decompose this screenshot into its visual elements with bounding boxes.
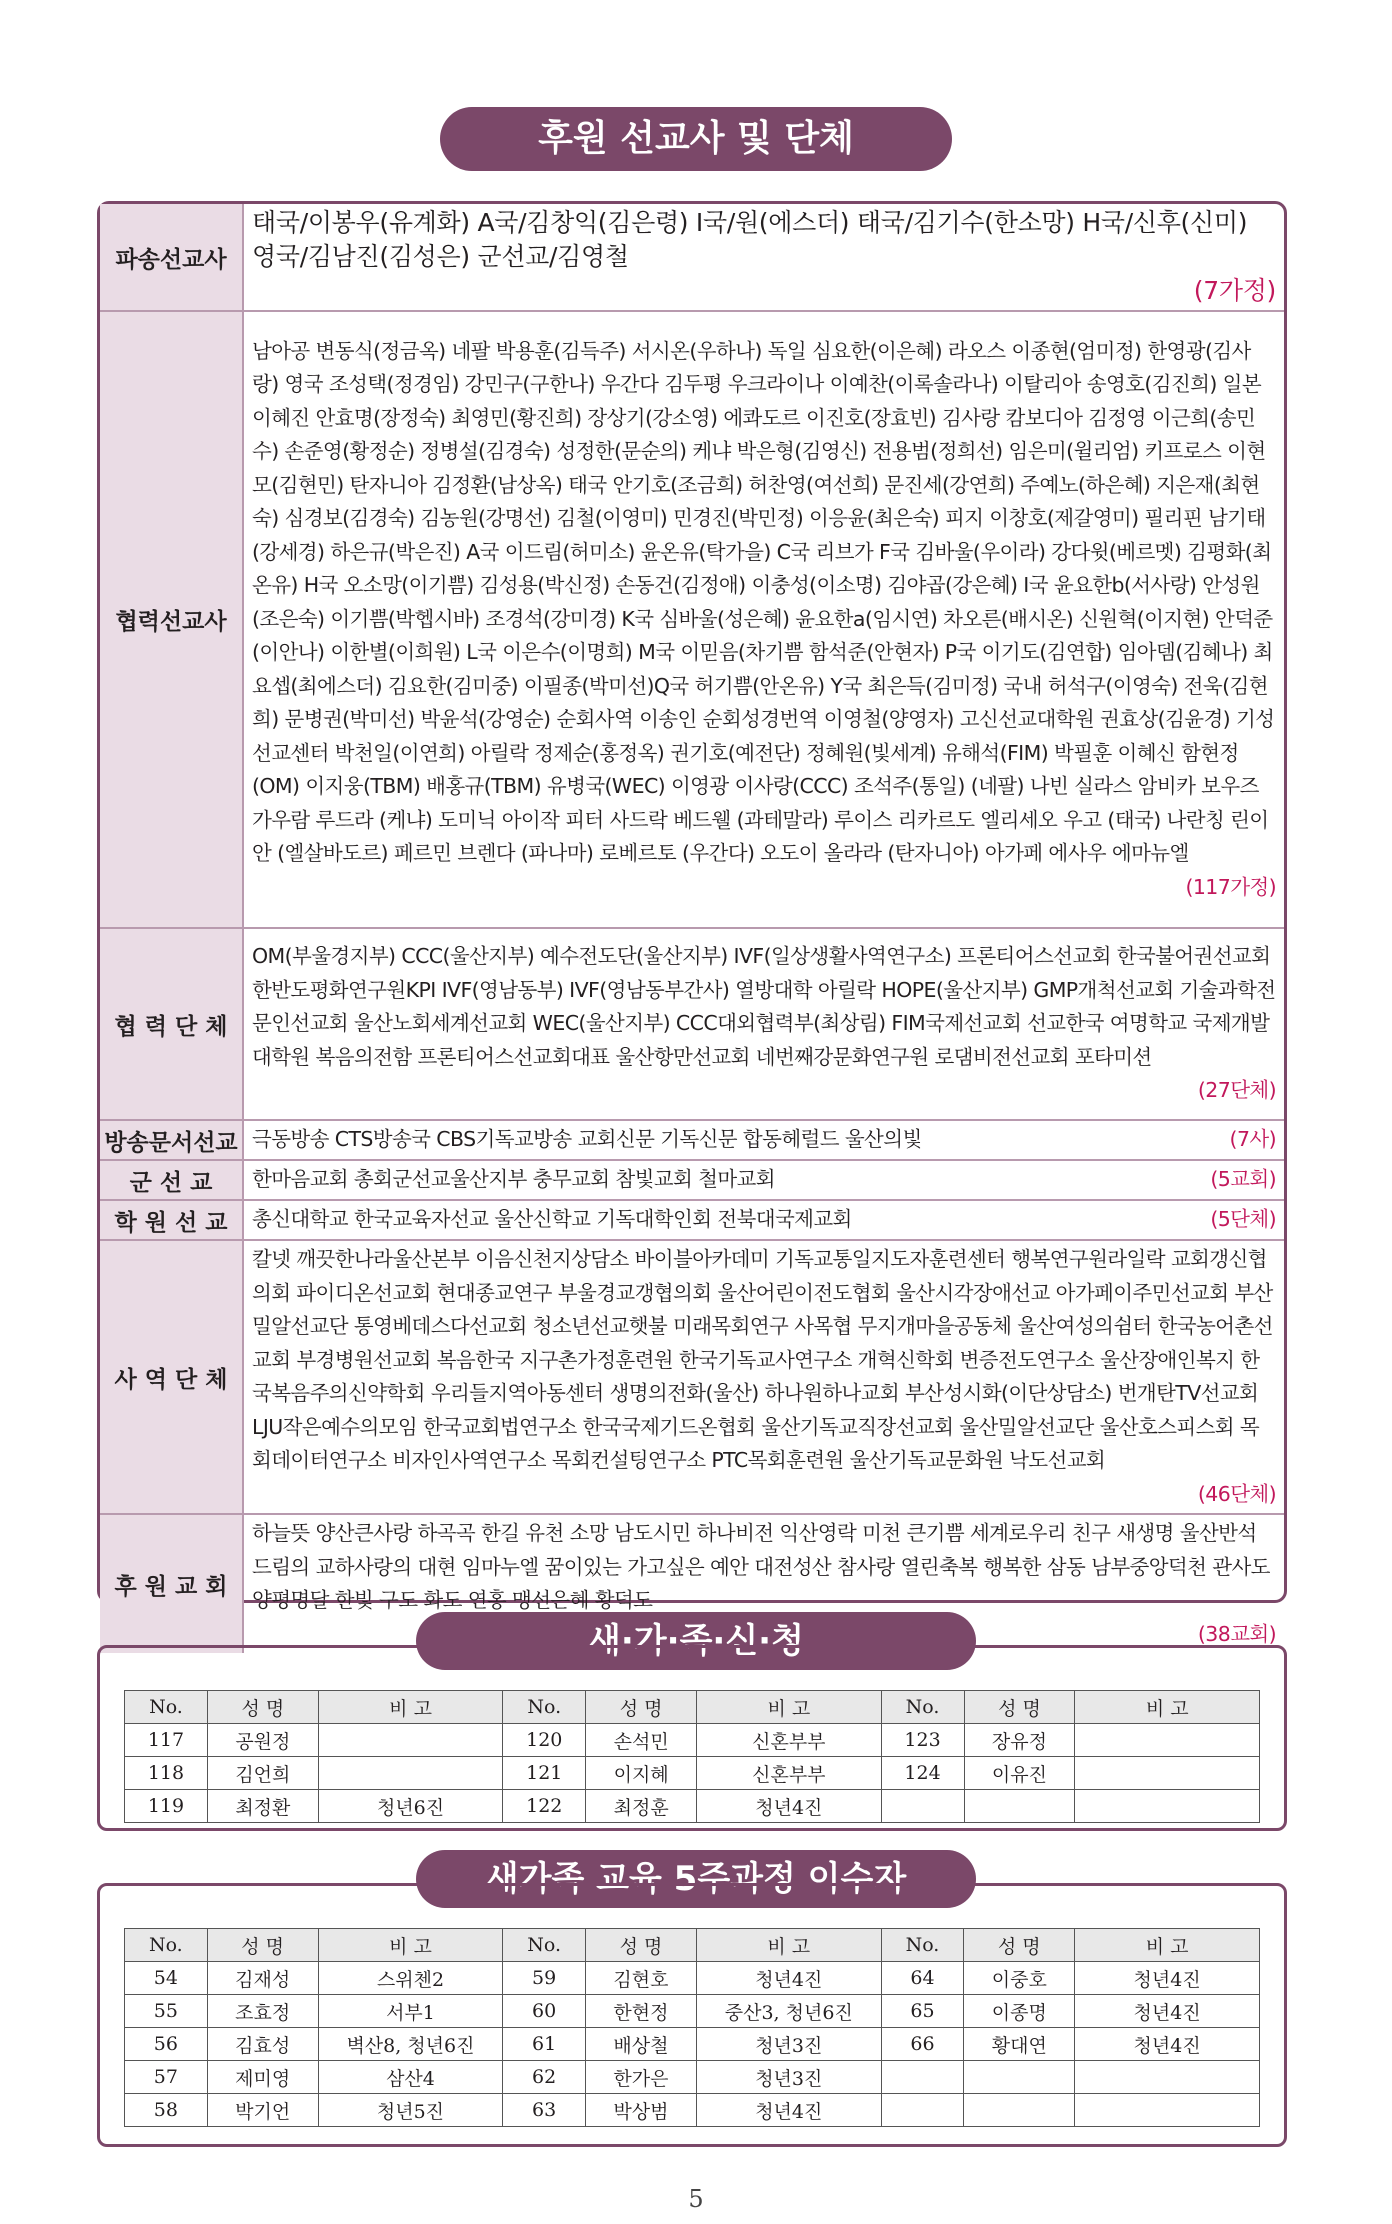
support-row-body [243,1120,1284,1160]
support-row-count: (117가정) [1185,874,1276,899]
cell-no: 122 [503,1790,586,1823]
cell-no: 60 [503,1995,586,2028]
support-row-count: (46단체) [1197,1481,1276,1506]
cell-note: 청년4진 [696,2094,881,2127]
cell-note [318,1757,503,1790]
support-row-count: (38교회) [1197,1621,1276,1646]
cell-name: 한가은 [585,2061,696,2094]
support-row [100,1120,1284,1160]
support-row [100,1240,1284,1514]
cell-note [1075,1724,1260,1757]
cell-note: 청년3진 [696,2061,881,2094]
cell-name: 이유진 [964,1757,1075,1790]
cell-no [881,1790,964,1823]
cell-note [1075,2094,1260,2127]
cell-name: 손석민 [586,1724,697,1757]
new-family-table [124,1690,1260,1823]
support-row-text: 남아공 변동식(정금옥) 네팔 박용훈(김득주) 서시온(우하나) 독일 심요한(이은혜) 라오스 이종현(엄미정) 한영광(김사랑) 영국 조성택(정경임) 강민구(구한나) 우간다 김두평 우크라이나 이예찬(이록솔라나) 이탈리아 송영호(김진희) 일본 이혜진 안효명(장정숙) 최영민(황진희) 장상기(강소영) 에콰도르 이진호(장효빈) 김사랑 캄보디아 김정영 이근희(송민수) 손준영(황정순) 정병설(김경숙) 성정한(문순의) 케냐 박은형(김영신) 전용범(정희선) 임은미(윌리엄) 키프로스 이현모(김현민) 탄자니아 김정환(남상옥) 태국 안기호(조금희) 허찬영(여선희) 문진세(강연희) 주예노(하은혜) 지은재(최현숙) 심경보(김경숙) 김농원(강명선) 김철(이영미) 민경진(박민정) 이응윤(최은숙) 피지 이창호(제갈영미) 필리핀 남기태(강세경) 하은규(박은진) A국 이드림(허미소) 윤온유(탁가을) C국 리브가 F국 김바울(우이라) 강다윗(베르멧) 김평화(최온유) H국 오소망(이기쁨) 김성용(박신정) 손동건(김정애) 이충성(이소명) 김야곱(강은혜) I국 윤요한b(서사랑) 안성원(조은숙) 이기쁨(박헵시바) 조경석(강미경) K국 심바울(성은혜) 윤요한a(임시연) 차오른(배시온) 신원혁(이지현) 안덕준(이안나) 이한별(이희원) L국 이은수(이명희) M국 이믿음(차기쁨 함석준(안현자) P국 이기도(김연합) 임아뎀(김혜나) 최요셉(최에스더) 김요한(김미중) 이필종(박미선)Q국 허기쁨(안온유) Y국 최은득(김미정) 국내 허석구(이영숙) 전욱(김현희) 문병권(박미선) 박윤석(강영순) 순회사역 이송인 순회성경번역 이영철(양영자) 고신선교대학원 권효상(김윤경) 기성선교센터 박천일(이연희) 아릴락 정제순(홍정옥) 권기호(예전단) 정혜원(빛세계) 유해석(FIM) 박필훈 이혜신 함현정(OM) 이지웅(TBM) 배홍규(TBM) 유병국(WEC) 이영광 이사랑(CCC) 조석주(통일) (네팔) 나빈 실라스 암비카 보우즈 가우람 루드라 (케냐) 도미닉 아이작 피터 사드락 베드웰 (과테말라) 루이스 리카르도 엘리세오 우고 (태국) 나란칭 린이안 (엘살바도르) 페르민 브렌다 (파나마) 로베르토 (우간다) 오도이 올라라 (탄자니아) 아가페 에사우 에마뉴엘 [252,338,1275,866]
cell-note: 서부1 [318,1995,503,2028]
column-header-note: 비 고 [697,1691,882,1724]
cell-no [881,2094,964,2127]
column-header-name: 성 명 [964,1929,1075,1962]
cell-name: 박상범 [585,2094,696,2127]
support-row-body [243,1240,1284,1514]
cell-name [964,2061,1075,2094]
cell-note [1075,1757,1260,1790]
cell-name: 최정훈 [586,1790,697,1823]
cell-no: 63 [503,2094,586,2127]
column-header-no: No. [881,1929,964,1962]
table-row [125,1790,1260,1823]
support-row-count: (7가정) [1193,276,1276,305]
cell-note [318,1724,503,1757]
support-section-title: 후원 선교사 및 단체 [440,107,952,171]
cell-note: 스위첸2 [318,1962,503,1995]
cell-name: 제미영 [207,2061,318,2094]
column-header-no: No. [881,1691,964,1724]
support-row [100,1160,1284,1200]
support-row-text: 칼넷 깨끗한나라울산본부 이음신천지상담소 바이블아카데미 기독교통일지도자훈련센터 행복연구원라일락 교회갱신협의회 파이디온선교회 현대종교연구 부울경교갱협의회 울산어린이전도협회 울산시각장애선교 아가페이주민선교회 부산밀알선교단 통영베데스다선교회 청소년선교햇불 미래목회연구 사목협 무지개마을공동체 울산여성의쉼터 한국농어촌선교회 부경병원선교회 복음한국 지구촌가정훈련원 한국기독교사연구소 개혁신학회 변증전도연구소 울산장애인복지 한국복음주의신약학회 우리들지역아동센터 생명의전화(울산) 하나원하나교회 부산성시화(이단상담소) 번개탄TV선교회 LJU작은예수의모임 한국교회법연구소 한국국제기드온협회 울산기독교직장선교회 울산밀알선교단 울산호스피스회 목회데이터연구소 비자인사역연구소 목회컨설팅연구소 PTC목회훈련원 울산기독교문화원 낙도선교회 [252,1247,1273,1472]
cell-note [1075,2061,1260,2094]
cell-note: 청년3진 [696,2028,881,2061]
support-row-text: 한마음교회 총회군선교울산지부 충무교회 참빛교회 철마교회 [252,1167,775,1192]
table-header-row [125,1691,1260,1724]
column-header-no: No. [125,1929,208,1962]
cell-no: 55 [125,1995,208,2028]
column-header-name: 성 명 [207,1691,318,1724]
cell-no: 66 [881,2028,964,2061]
support-row-text: 극동방송 CTS방송국 CBS기독교방송 교회신문 기독신문 합동헤럴드 울산의빛 [252,1127,922,1152]
column-header-note: 비 고 [1075,1929,1260,1962]
cell-name: 김재성 [207,1962,318,1995]
support-row [100,311,1284,928]
cell-no [881,2061,964,2094]
page-number: 5 [688,2185,704,2213]
table-row [125,1962,1260,1995]
column-header-name: 성 명 [207,1929,318,1962]
column-header-no: No. [503,1929,586,1962]
education-title: 새가족 교육 5주과정 이수자 [416,1850,976,1908]
cell-note: 중산3, 청년6진 [696,1995,881,2028]
support-row-body [243,204,1284,311]
cell-no: 119 [125,1790,208,1823]
support-row-label: 사 역 단 체 [100,1240,243,1514]
cell-no: 59 [503,1962,586,1995]
support-row-label: 후 원 교 회 [100,1514,243,1653]
column-header-note: 비 고 [318,1691,503,1724]
column-header-note: 비 고 [696,1929,881,1962]
column-header-note: 비 고 [318,1929,503,1962]
cell-note: 청년4진 [697,1790,882,1823]
support-row-text: 총신대학교 한국교육자선교 울산신학교 기독대학인회 전북대국제교회 [252,1207,852,1232]
cell-note: 청년6진 [318,1790,503,1823]
cell-no: 123 [881,1724,964,1757]
cell-no: 121 [503,1757,586,1790]
support-row-text: OM(부울경지부) CCC(울산지부) 예수전도단(울산지부) IVF(일상생활사역연구소) 프론티어스선교회 한국불어권선교회 한반도평화연구원KPI IVF(영남동부) IVF(영남동부간사) 열방대학 아릴락 HOPE(울산지부) GMP개척선교회 기술과학전문인선교회 울산노회세계선교회 WEC(울산지부) CCC대외협력부(최상림) FIM국제선교회 선교한국 여명학교 국제개발대학원 복음의전함 프론티어스선교회대표 울산항만선교회 네번째강문화연구원 로댐비전선교회 포타미션 [252,944,1276,1069]
cell-note [1075,1790,1260,1823]
column-header-name: 성 명 [586,1691,697,1724]
support-row-label: 파송선교사 [100,204,243,311]
support-row-body [243,1160,1284,1200]
cell-note: 청년5진 [318,2094,503,2127]
cell-no: 54 [125,1962,208,1995]
cell-note: 청년4진 [1075,1995,1260,2028]
cell-name: 한현정 [585,1995,696,2028]
cell-note: 청년4진 [696,1962,881,1995]
table-row [125,1995,1260,2028]
column-header-no: No. [503,1691,586,1724]
education-box [97,1883,1287,2147]
cell-name: 배상철 [585,2028,696,2061]
support-row-label: 방송문서선교 [100,1120,243,1160]
cell-name: 최정환 [207,1790,318,1823]
cell-name [964,2094,1075,2127]
cell-name: 김현호 [585,1962,696,1995]
support-row [100,1200,1284,1240]
support-row-label: 협 력 단 체 [100,928,243,1120]
table-row [125,2061,1260,2094]
support-row-text: 태국/이봉우(유계화) A국/김창익(김은령) I국/원(에스더) 태국/김기수(한소망) H국/신후(신미) 영국/김남진(김성은) 군선교/김영철 [252,208,1248,271]
support-row-label: 군 선 교 [100,1160,243,1200]
support-row [100,928,1284,1120]
cell-no: 57 [125,2061,208,2094]
support-row-body [243,928,1284,1120]
support-row-body [243,311,1284,928]
cell-note: 벽산8, 청년6진 [318,2028,503,2061]
support-row-body [243,1200,1284,1240]
cell-name: 이지혜 [586,1757,697,1790]
support-grid [100,204,1284,1653]
support-row-count: (7사) [1229,1127,1276,1152]
support-row [100,204,1284,311]
cell-no: 124 [881,1757,964,1790]
cell-note: 신혼부부 [697,1757,882,1790]
cell-note: 신혼부부 [697,1724,882,1757]
column-header-name: 성 명 [964,1691,1075,1724]
table-row [125,1724,1260,1757]
support-row-count: (5단체) [1210,1207,1276,1232]
cell-no: 64 [881,1962,964,1995]
cell-name: 박기언 [207,2094,318,2127]
table-row [125,2028,1260,2061]
cell-no: 61 [503,2028,586,2061]
support-row-count: (27단체) [1197,1078,1276,1103]
column-header-note: 비 고 [1075,1691,1260,1724]
support-row-count: (5교회) [1210,1167,1276,1192]
cell-note: 청년4진 [1075,2028,1260,2061]
new-family-box [97,1645,1287,1831]
column-header-no: No. [125,1691,208,1724]
cell-note: 청년4진 [1075,1962,1260,1995]
support-row-label: 협력선교사 [100,311,243,928]
new-family-title: 새·가·족·신·청 [416,1612,976,1670]
support-row-label: 학 원 선 교 [100,1200,243,1240]
cell-name: 이종명 [964,1995,1075,2028]
table-row [125,1757,1260,1790]
cell-name: 황대연 [964,2028,1075,2061]
cell-no: 56 [125,2028,208,2061]
cell-no: 62 [503,2061,586,2094]
cell-name: 이중호 [964,1962,1075,1995]
table-header-row [125,1929,1260,1962]
cell-no: 120 [503,1724,586,1757]
cell-no: 65 [881,1995,964,2028]
cell-no: 117 [125,1724,208,1757]
cell-note: 삼산4 [318,2061,503,2094]
column-header-name: 성 명 [585,1929,696,1962]
cell-name: 조효정 [207,1995,318,2028]
education-table [124,1928,1260,2127]
cell-no: 118 [125,1757,208,1790]
cell-name: 공원정 [207,1724,318,1757]
cell-name: 김효성 [207,2028,318,2061]
cell-name: 김언희 [207,1757,318,1790]
cell-name: 장유정 [964,1724,1075,1757]
support-row-text: 하늘뜻 양산큰사랑 하곡곡 한길 유천 소망 남도시민 하나비전 익산영락 미천 큰기쁨 세계로우리 친구 새생명 울산반석 드림의 교하사랑의 대현 임마누엘 꿈이있는 가고싶은 예안 대전성산 참사랑 열린축복 행복한 삼동 남부중앙덕천 관사도 양평명달 한빛 구도 화도 연홍 맹선은혜 황덕도 [252,1521,1270,1612]
cell-name [964,1790,1075,1823]
cell-no: 58 [125,2094,208,2127]
table-row [125,2094,1260,2127]
